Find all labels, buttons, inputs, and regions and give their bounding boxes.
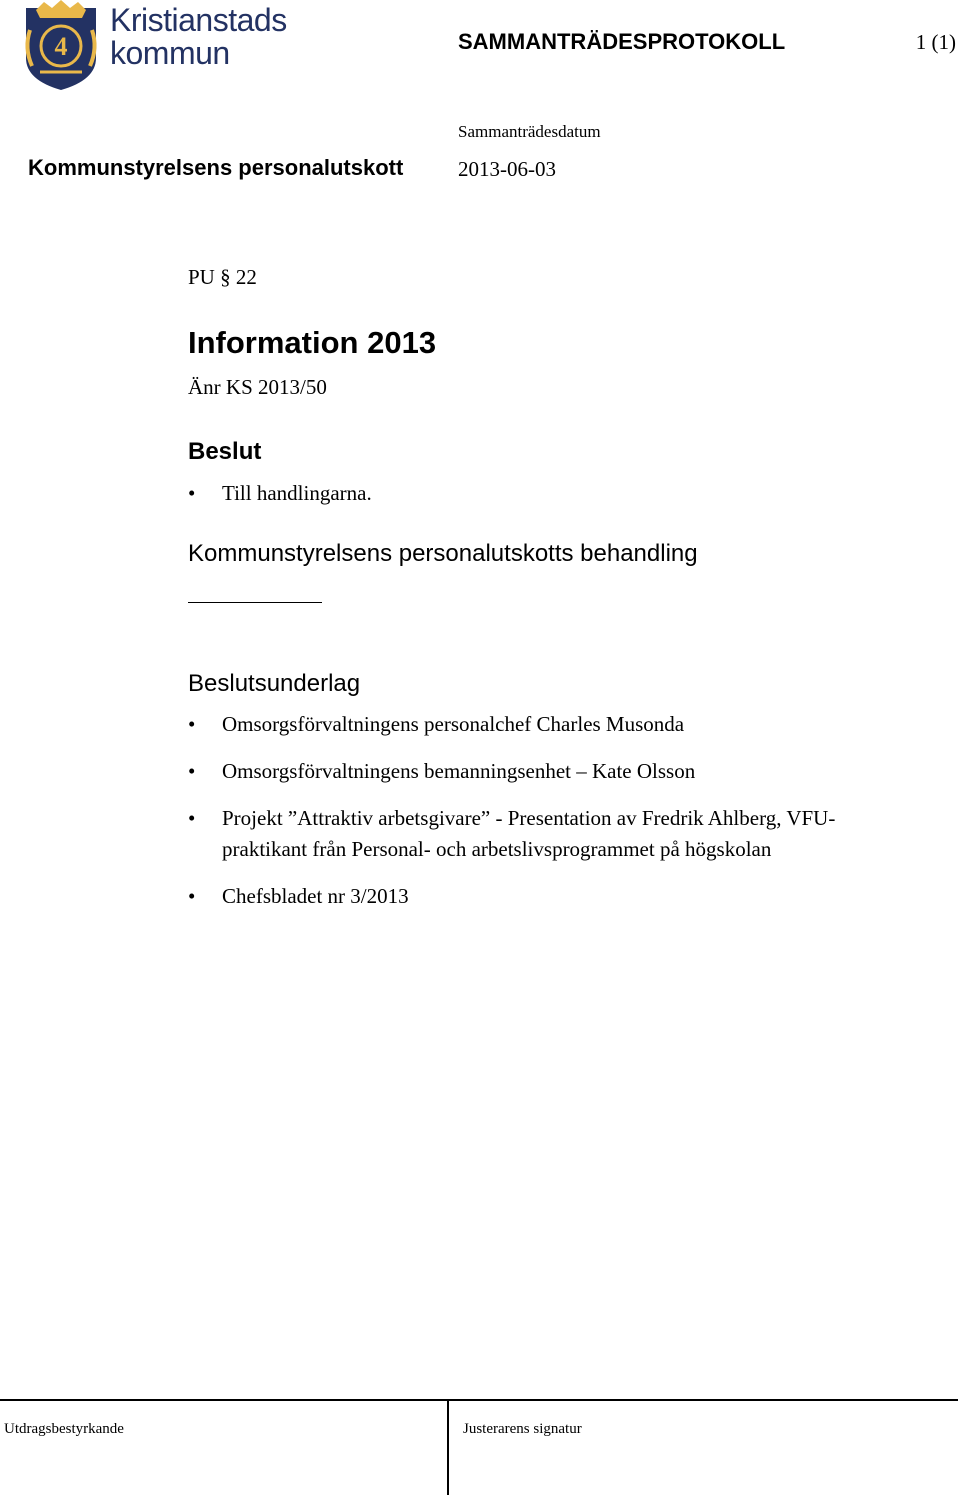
bullet-icon: • bbox=[188, 884, 196, 908]
footer-divider bbox=[0, 1399, 958, 1401]
list-item bbox=[188, 881, 888, 912]
decision-list bbox=[188, 478, 888, 509]
date-label: Sammanträdesdatum bbox=[458, 122, 601, 141]
list-item bbox=[188, 478, 888, 509]
list-item bbox=[188, 803, 888, 865]
list-item bbox=[188, 756, 888, 787]
page-number: 1 (1) bbox=[915, 30, 956, 54]
footer-column-divider bbox=[447, 1399, 449, 1495]
certification-label: Utdragsbestyrkande bbox=[4, 1421, 124, 1437]
basis-item-text: Omsorgsförvaltningens personalchef Charles Musonda bbox=[222, 712, 685, 736]
decision-item-text: Till handlingarna. bbox=[222, 481, 372, 505]
org-name-line1: Kristianstads bbox=[110, 2, 287, 38]
basis-heading: Beslutsunderlag bbox=[188, 670, 361, 697]
item-title: Information 2013 bbox=[188, 325, 437, 360]
treatment-heading: Kommunstyrelsens personalutskotts behandling bbox=[188, 540, 698, 567]
decision-heading: Beslut bbox=[188, 438, 262, 465]
list-item bbox=[188, 709, 888, 740]
divider bbox=[188, 602, 322, 603]
meeting-date: 2013-06-03 bbox=[458, 157, 556, 181]
paragraph-reference: PU § 22 bbox=[188, 265, 257, 289]
signature-label: Justerarens signatur bbox=[463, 1421, 582, 1437]
coat-of-arms-icon bbox=[20, 0, 102, 92]
basis-list bbox=[188, 709, 888, 928]
org-name-line2: kommun bbox=[110, 35, 230, 71]
municipality-logo bbox=[20, 0, 310, 92]
bullet-icon: • bbox=[188, 712, 196, 736]
bullet-icon: • bbox=[188, 481, 196, 505]
svg-text:4: 4 bbox=[54, 32, 68, 61]
basis-item-text: Omsorgsförvaltningens bemanningsenhet – Kate Olsson bbox=[222, 759, 696, 783]
bullet-icon: • bbox=[188, 806, 196, 830]
document-type: SAMMANTRÄDESPROTOKOLL bbox=[458, 29, 786, 54]
basis-item-text: Chefsbladet nr 3/2013 bbox=[222, 884, 409, 908]
committee-name: Kommunstyrelsens personalutskott bbox=[28, 155, 404, 180]
case-number: Änr KS 2013/50 bbox=[188, 375, 327, 399]
bullet-icon: • bbox=[188, 759, 196, 783]
basis-item-text: Projekt ”Attraktiv arbetsgivare” - Presentation av Fredrik Ahlberg, VFU-praktikant från Personal- och arbetslivsprogrammet på högskolan bbox=[222, 806, 836, 861]
